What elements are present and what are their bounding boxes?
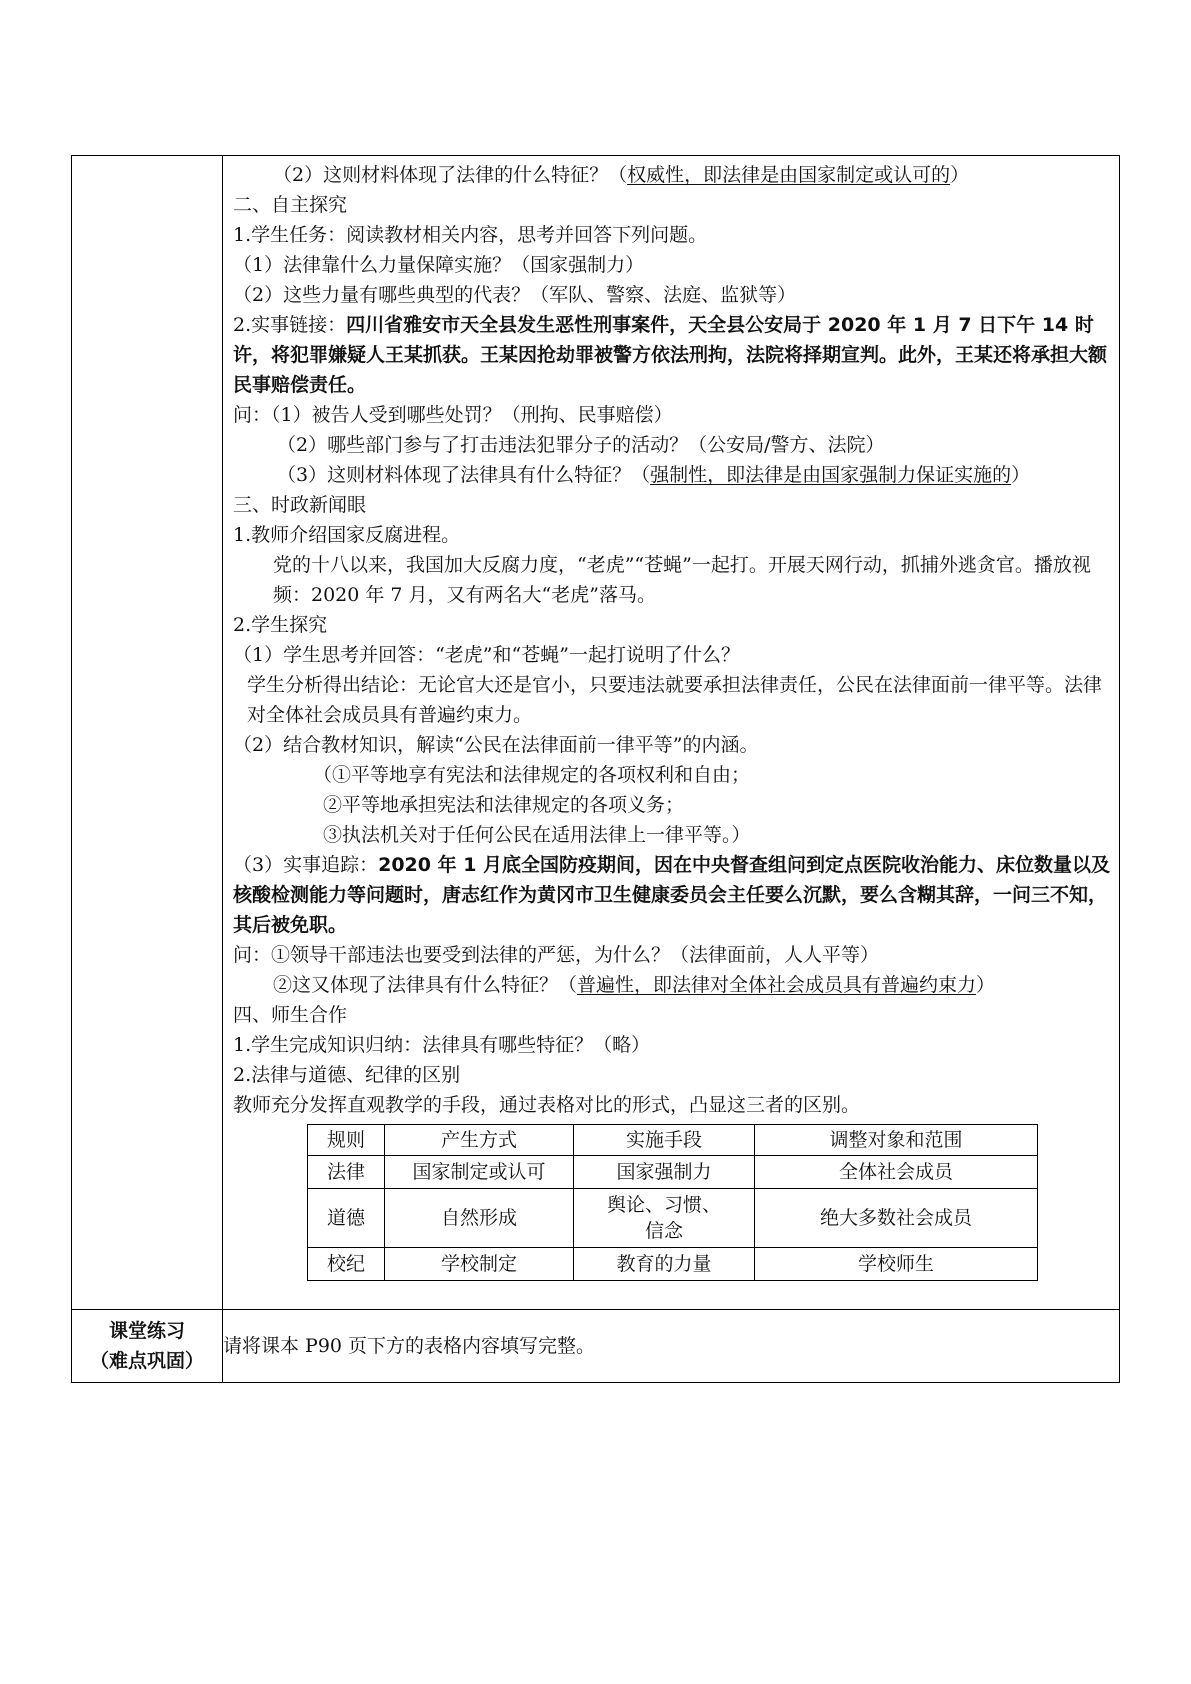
case-question-2: （2）哪些部门参与了打击违法犯罪分子的活动？（公安局/警方、法院） xyxy=(277,434,885,456)
student-explore: 2.学生探究 xyxy=(233,614,328,636)
exercise-row xyxy=(72,1310,1120,1383)
section-2-task: 1.学生任务：阅读教材相关内容，思考并回答下列问题。 xyxy=(233,224,708,246)
section-4-item-1: 1.学生完成知识归纳：法律具有哪些特征？（略） xyxy=(233,1034,651,1056)
case-question-1: 问：（1）被告人受到哪些处罚？（刑拘、民事赔偿） xyxy=(233,404,673,426)
coercion-answer: 强制性，即法律是由国家强制力保证实施的 xyxy=(650,464,1012,486)
section-2-title: 二、自主探究 xyxy=(233,194,348,216)
comparison-header-row xyxy=(308,1125,1038,1156)
table-cell: 国家制定或认可 xyxy=(385,1156,574,1189)
exercise-content: 请将课本 P90 页下方的表格内容填写完整。 xyxy=(223,1310,1120,1383)
explore-answer-1: 学生分析得出结论：无论官大还是官小，只要违法就要承担法律责任，公民在法律面前一律平等。法律对全体社会成员具有普遍约束力。 xyxy=(247,674,1103,726)
tracking-question-1: 问：①领导干部违法也要受到法律的严惩，为什么？（法律面前，人人平等） xyxy=(233,944,880,966)
case-link: 2.实事链接：四川省雅安市天全县发生恶性刑事案件，天全县公安局于 2020 年 1 月 7 日下午 14 时许，将犯罪嫌疑人王某抓获。王某因抢劫罪被警方依法刑拘，法院将择期宣判。此外，王某还将承担大额民事赔偿责任。 xyxy=(233,314,1108,396)
explore-question-1: （1）学生思考并回答：“老虎”和“苍蝇”一起打说明了什么？ xyxy=(233,644,740,666)
tracking-case-text: 2020 年 1 月底全国防疫期间，因在中央督查组问到定点医院收治能力、床位数量以及核酸检测能力等问题时，唐志红作为黄冈市卫生健康委员会主任要么沉默，要么含糊其辞，一问三不知，其后被免职。 xyxy=(233,854,1111,936)
table-cell: 绝大多数社会成员 xyxy=(755,1189,1038,1248)
table-cell: 教育的力量 xyxy=(574,1248,755,1281)
header-means: 实施手段 xyxy=(574,1125,755,1156)
section-3-title: 三、时政新闻眼 xyxy=(233,494,367,516)
explore-question-2: （2）结合教材知识，解读“公民在法律面前一律平等”的内涵。 xyxy=(233,734,759,756)
equality-point-2: ②平等地承担宪法和法律规定的各项义务； xyxy=(323,794,685,816)
header-origin: 产生方式 xyxy=(385,1125,574,1156)
section-4-title: 四、师生合作 xyxy=(233,1004,348,1026)
table-cell: 全体社会成员 xyxy=(755,1156,1038,1189)
material-question-line: （2）这则材料体现了法律的什么特征？（权威性，即法律是由国家制定或认可的） xyxy=(273,164,970,186)
section-3-intro: 1.教师介绍国家反腐进程。 xyxy=(233,524,461,546)
tracking-case: （3）实事追踪：2020 年 1 月底全国防疫期间，因在中央督查组问到定点医院收治能力、床位数量以及核酸检测能力等问题时，唐志红作为黄冈市卫生健康委员会主任要么沉默，要么含糊其辞，一问三不知，其后被免职。 xyxy=(233,854,1111,936)
process-label-cell xyxy=(72,156,223,1310)
header-rule: 规则 xyxy=(308,1125,385,1156)
case-question-3: （3）这则材料体现了法律具有什么特征？（强制性，即法律是由国家强制力保证实施的） xyxy=(277,464,1031,486)
authority-answer: 权威性，即法律是由国家制定或认可的 xyxy=(627,164,951,186)
table-row xyxy=(308,1156,1038,1189)
equality-point-1: （①平等地享有宪法和法律规定的各项权利和自由； xyxy=(313,764,751,786)
exercise-label-line-2: （难点巩固） xyxy=(89,1350,204,1372)
table-cell: 校纪 xyxy=(308,1248,385,1281)
tracking-question-2: ②这又体现了法律具有什么特征？（普遍性，即法律对全体社会成员具有普遍约束力） xyxy=(273,974,996,996)
process-row xyxy=(72,156,1120,1310)
table-cell: 道德 xyxy=(308,1189,385,1248)
table-cell: 学校师生 xyxy=(755,1248,1038,1281)
universality-answer: 普遍性，即法律对全体社会成员具有普遍约束力 xyxy=(577,974,977,996)
exercise-label-cell xyxy=(72,1310,223,1383)
section-2-question-1: （1）法律靠什么力量保障实施？（国家强制力） xyxy=(233,254,645,276)
table-cell: 法律 xyxy=(308,1156,385,1189)
table-cell: 国家强制力 xyxy=(574,1156,755,1189)
section-4-item-2: 2.法律与道德、纪律的区别 xyxy=(233,1064,461,1086)
anticorruption-paragraph: 党的十八以来，我国加大反腐力度，“老虎”“苍蝇”一起打。开展天网行动，抓捕外逃贪官。播放视频：2020 年 7 月，又有两名大“老虎”落马。 xyxy=(273,554,1091,606)
table-row xyxy=(308,1248,1038,1281)
process-content-cell xyxy=(223,156,1120,1310)
table-cell: 自然形成 xyxy=(385,1189,574,1248)
section-2-question-2: （2）这些力量有哪些典型的代表？（军队、警察、法庭、监狱等） xyxy=(233,284,797,306)
case-link-text: 四川省雅安市天全县发生恶性刑事案件，天全县公安局于 2020 年 1 月 7 日下午 14 时许，将犯罪嫌疑人王某抓获。王某因抢劫罪被警方依法刑拘，法院将择期宣判。此外，王某还将承担大额民事赔偿责任。 xyxy=(233,314,1108,396)
section-4-item-3: 教师充分发挥直观教学的手段，通过表格对比的形式，凸显这三者的区别。 xyxy=(233,1094,861,1116)
exercise-label-line-1: 课堂练习 xyxy=(108,1320,185,1342)
table-cell: 舆论、习惯、信念 xyxy=(574,1189,755,1248)
lesson-plan-table xyxy=(71,155,1120,1383)
equality-point-3: ③执法机关对于任何公民在适用法律上一律平等。） xyxy=(323,824,751,846)
table-cell: 学校制定 xyxy=(385,1248,574,1281)
table-row xyxy=(308,1189,1038,1248)
comparison-table xyxy=(307,1124,1038,1281)
header-scope: 调整对象和范围 xyxy=(755,1125,1038,1156)
